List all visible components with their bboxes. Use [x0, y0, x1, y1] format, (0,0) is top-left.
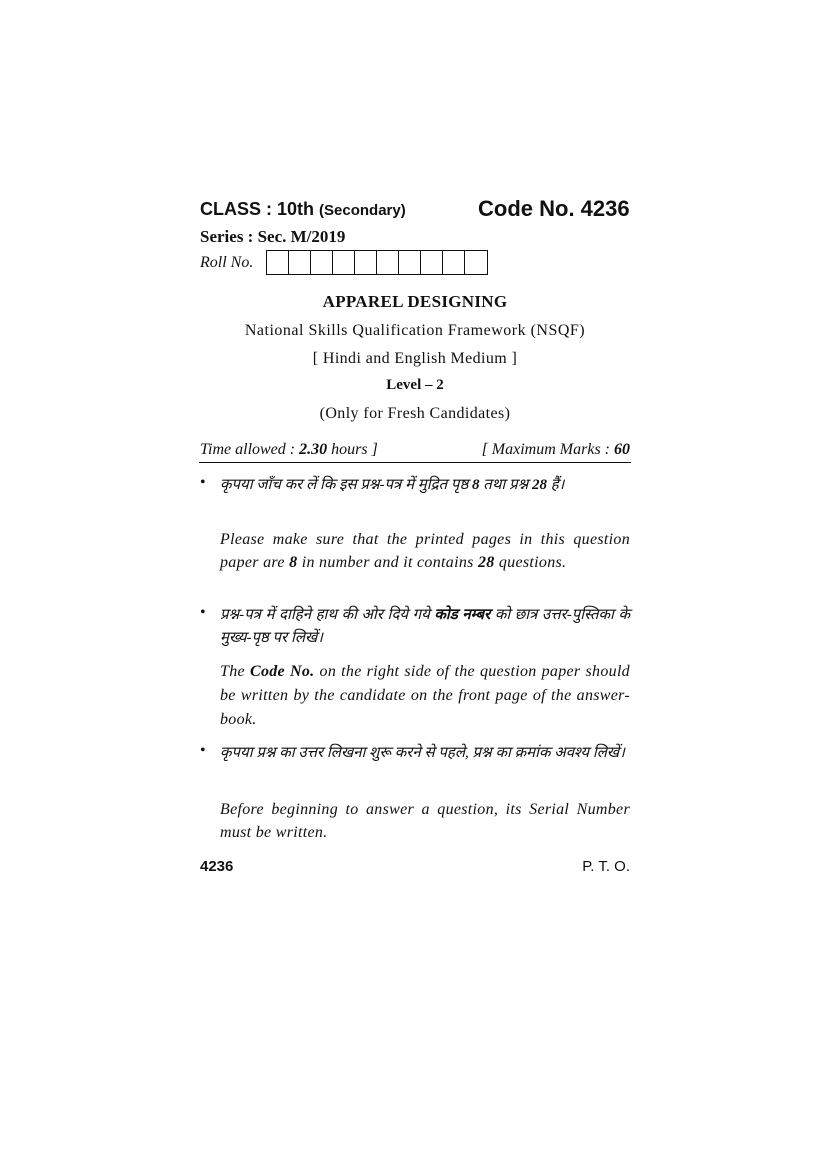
question-count: 28: [531, 477, 547, 493]
roll-box[interactable]: [311, 251, 333, 274]
footer-code: 4236: [200, 858, 234, 875]
bullet-icon: •: [200, 474, 206, 491]
roll-box[interactable]: [333, 251, 355, 274]
roll-box[interactable]: [399, 251, 421, 274]
bullet-icon: •: [200, 604, 206, 621]
page-count: 8: [472, 477, 480, 493]
bullet-icon: •: [200, 742, 206, 759]
level-label: Level – 2: [386, 377, 444, 393]
question-count: 28: [477, 554, 495, 571]
code-number-english: Code No.: [249, 663, 315, 680]
instruction-1-english: [220, 528, 630, 574]
instruction-2-english-text: on the right side of the question paper should be written by the candidate on the front page of the answer-book.: [220, 663, 630, 728]
time-suffix: hours ]: [331, 441, 378, 458]
instruction-3-hindi: कृपया प्रश्न का उत्तर लिखना शुरू करने से पहले, प्रश्न का क्रमांक अवश्य लिखें।: [220, 745, 625, 761]
instruction-2-hindi-text: को छात्र उत्तर-पुस्तिका के मुख्य-पृष्ठ पर लिखें।: [220, 607, 630, 646]
series-label: Series : Sec. M/2019: [200, 227, 346, 246]
marks-value: 60: [614, 441, 630, 458]
footer-pto: P. T. O.: [582, 858, 630, 875]
code-number: Code No. 4236: [478, 196, 630, 221]
roll-box[interactable]: [443, 251, 465, 274]
roll-number-label: Roll No.: [200, 254, 254, 271]
header-divider: [199, 462, 631, 463]
instruction-2-english-text: The: [220, 663, 245, 680]
roll-box[interactable]: [377, 251, 399, 274]
instruction-2-hindi-text: प्रश्न-पत्र में दाहिने हाथ की ओर दिये गये: [220, 607, 430, 623]
instruction-1-hindi-text: हैं।: [550, 477, 565, 493]
maximum-marks: [456, 441, 630, 459]
instruction-2-english: [220, 660, 630, 732]
roll-box[interactable]: [421, 251, 443, 274]
instruction-1-english-text: questions.: [498, 554, 567, 571]
subject-title: APPAREL DESIGNING: [322, 292, 508, 311]
instruction-3-english: Before beginning to answer a question, its Serial Number must be written.: [220, 801, 630, 841]
instruction-1-hindi-text: कृपया जाँच कर लें कि इस प्रश्न-पत्र में मुद्रित पृष्ठ: [220, 477, 469, 493]
marks-prefix: [ Maximum Marks :: [481, 441, 610, 458]
instruction-1-english-text: Please make sure that the printed pages in this question paper are: [220, 531, 630, 571]
candidates-note: (Only for Fresh Candidates): [319, 405, 511, 422]
page-count: 8: [289, 554, 298, 571]
class-heading: [200, 199, 406, 220]
roll-box[interactable]: [267, 251, 289, 274]
time-value: 2.30: [299, 441, 328, 458]
roll-box[interactable]: [465, 251, 487, 274]
instruction-1-english-text: in number and it contains: [301, 554, 474, 571]
instruction-1-hindi: [220, 474, 630, 497]
class-suffix: (Secondary): [319, 202, 406, 219]
roll-number-boxes[interactable]: [266, 250, 488, 275]
time-prefix: Time allowed :: [200, 441, 296, 458]
roll-box[interactable]: [355, 251, 377, 274]
instruction-2-hindi: [220, 604, 630, 650]
time-allowed: [200, 441, 378, 459]
class-label: CLASS : 10th: [200, 199, 315, 219]
roll-box[interactable]: [289, 251, 311, 274]
medium-label: [ Hindi and English Medium ]: [312, 350, 518, 367]
instruction-1-hindi-text: तथा प्रश्न: [483, 477, 529, 493]
framework-subtitle: National Skills Qualification Framework (NSQF): [244, 322, 586, 339]
code-number-hindi: कोड नम्बर: [434, 607, 491, 623]
